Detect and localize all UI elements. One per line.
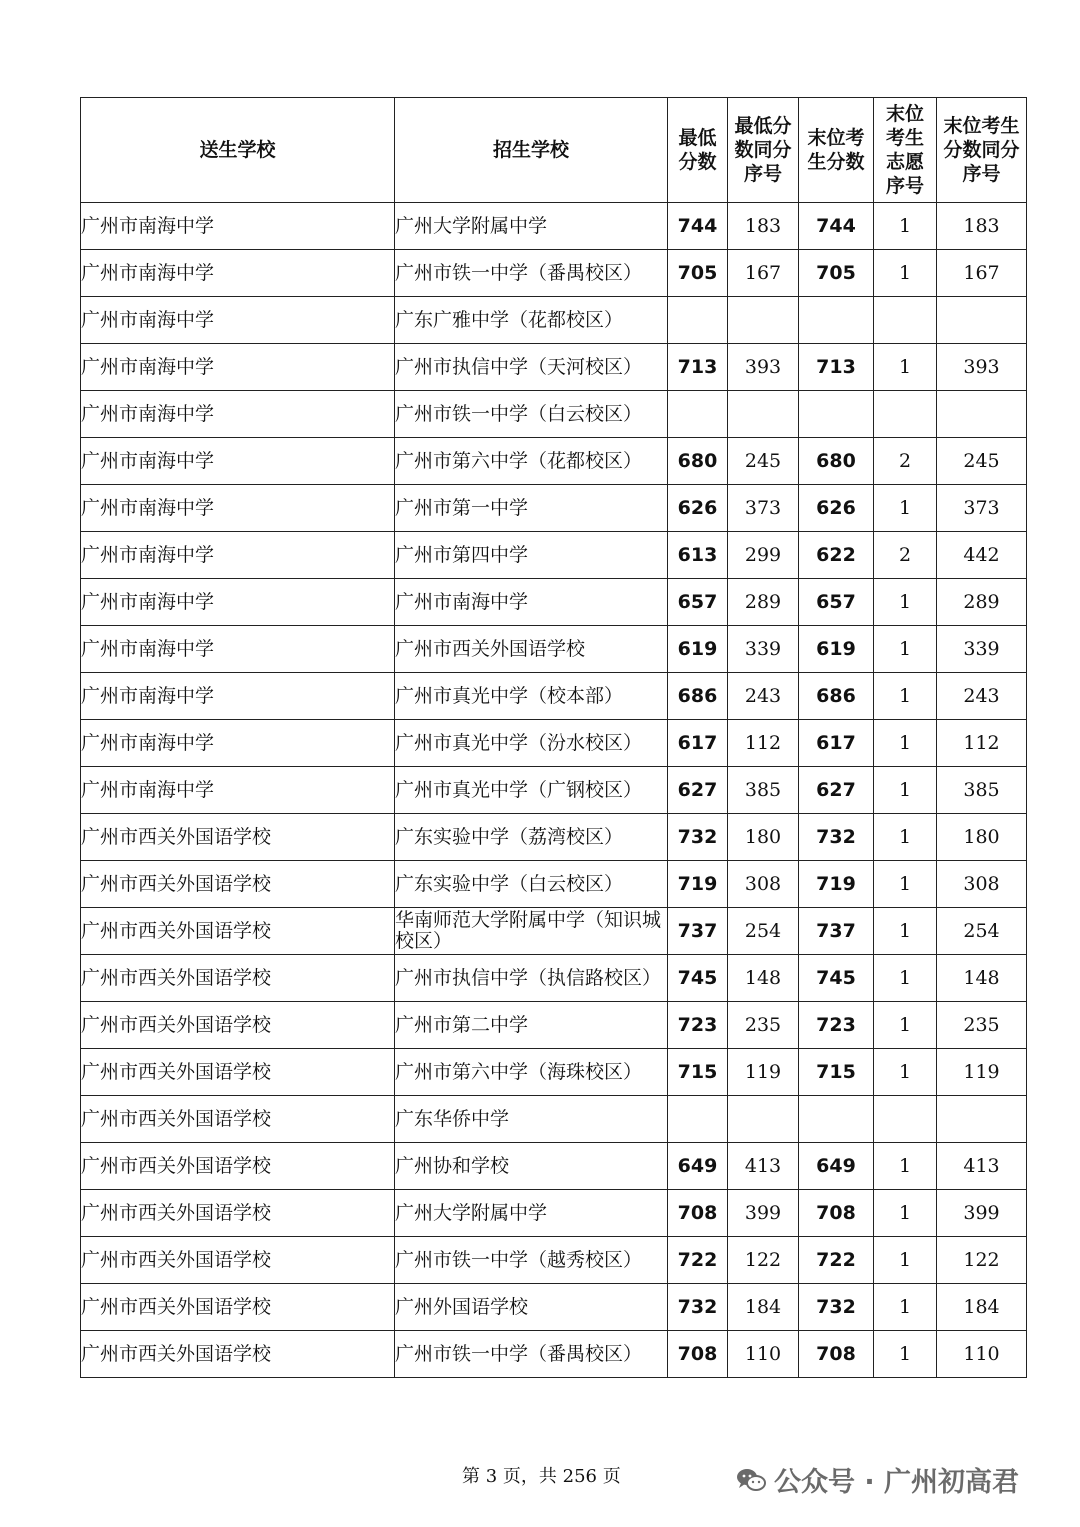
cell-last-rank [937, 391, 1027, 438]
table-row [81, 297, 1027, 344]
cell-min-score: 619 [668, 626, 728, 673]
cell-min-score: 744 [668, 203, 728, 250]
cell-min-rank: 112 [728, 720, 799, 767]
cell-last-rank: 184 [937, 1284, 1027, 1331]
cell-last-score: 713 [799, 344, 874, 391]
cell-last-score: 737 [799, 908, 874, 955]
table-row [81, 814, 1027, 861]
cell-last-score: 657 [799, 579, 874, 626]
cell-min-rank: 180 [728, 814, 799, 861]
cell-last-pref: 1 [874, 1143, 937, 1190]
header-min-rank: 最低分 数同分 序号 [728, 98, 799, 203]
cell-last-pref: 1 [874, 861, 937, 908]
cell-min-rank: 245 [728, 438, 799, 485]
cell-min-rank [728, 1096, 799, 1143]
cell-send-school: 广州市南海中学 [81, 485, 395, 532]
cell-last-pref: 1 [874, 344, 937, 391]
cell-last-rank: 308 [937, 861, 1027, 908]
cell-last-pref: 1 [874, 908, 937, 955]
cell-send-school: 广州市南海中学 [81, 438, 395, 485]
cell-last-rank: 339 [937, 626, 1027, 673]
header-min-score: 最低 分数 [668, 98, 728, 203]
cell-last-score: 680 [799, 438, 874, 485]
cell-recv-school: 广州市铁一中学（白云校区） [395, 391, 668, 438]
cell-last-rank: 289 [937, 579, 1027, 626]
cell-recv-school: 广州市铁一中学（番禺校区） [395, 250, 668, 297]
cell-last-score: 626 [799, 485, 874, 532]
cell-recv-school: 广州协和学校 [395, 1143, 668, 1190]
cell-recv-school: 广州大学附属中学 [395, 1190, 668, 1237]
cell-send-school: 广州市西关外国语学校 [81, 1143, 395, 1190]
cell-min-rank: 385 [728, 767, 799, 814]
cell-recv-school: 广州市执信中学（执信路校区） [395, 955, 668, 1002]
cell-recv-school: 广州市第六中学（花都校区） [395, 438, 668, 485]
cell-last-rank: 399 [937, 1190, 1027, 1237]
cell-min-rank: 254 [728, 908, 799, 955]
cell-last-pref: 1 [874, 955, 937, 1002]
cell-min-score: 649 [668, 1143, 728, 1190]
cell-min-score: 626 [668, 485, 728, 532]
cell-recv-school: 广州市第四中学 [395, 532, 668, 579]
table-row [81, 1002, 1027, 1049]
cell-last-rank: 393 [937, 344, 1027, 391]
cell-last-pref: 1 [874, 626, 937, 673]
cell-last-pref: 2 [874, 438, 937, 485]
cell-last-score: 744 [799, 203, 874, 250]
header-send-school: 送生学校 [81, 98, 395, 203]
table-row [81, 626, 1027, 673]
cell-min-rank: 148 [728, 955, 799, 1002]
cell-last-rank: 254 [937, 908, 1027, 955]
cell-min-score [668, 1096, 728, 1143]
cell-last-pref: 1 [874, 1331, 937, 1378]
cell-recv-school: 华南师范大学附属中学（知识城校区） [395, 908, 668, 955]
cell-min-rank: 289 [728, 579, 799, 626]
cell-last-score: 705 [799, 250, 874, 297]
cell-last-rank: 119 [937, 1049, 1027, 1096]
cell-recv-school: 广州市第六中学（海珠校区） [395, 1049, 668, 1096]
cell-last-pref [874, 297, 937, 344]
cell-min-score: 719 [668, 861, 728, 908]
table-row [81, 203, 1027, 250]
table-row [81, 908, 1027, 955]
cell-last-pref: 1 [874, 1284, 937, 1331]
cell-min-score: 627 [668, 767, 728, 814]
cell-send-school: 广州市南海中学 [81, 344, 395, 391]
page-number: 第 3 页，共 256 页 [462, 1466, 621, 1487]
cell-min-rank [728, 391, 799, 438]
cell-min-score: 732 [668, 814, 728, 861]
cell-last-score: 719 [799, 861, 874, 908]
cell-min-rank: 122 [728, 1237, 799, 1284]
cell-last-rank: 148 [937, 955, 1027, 1002]
cell-min-score: 613 [668, 532, 728, 579]
cell-last-rank: 385 [937, 767, 1027, 814]
cell-send-school: 广州市南海中学 [81, 203, 395, 250]
cell-send-school: 广州市南海中学 [81, 673, 395, 720]
table-row [81, 1096, 1027, 1143]
cell-min-score: 745 [668, 955, 728, 1002]
cell-last-score: 686 [799, 673, 874, 720]
cell-min-score [668, 297, 728, 344]
cell-min-score: 737 [668, 908, 728, 955]
cell-send-school: 广州市西关外国语学校 [81, 1190, 395, 1237]
cell-min-rank: 167 [728, 250, 799, 297]
cell-recv-school: 广东华侨中学 [395, 1096, 668, 1143]
cell-recv-school: 广州大学附属中学 [395, 203, 668, 250]
table-row [81, 485, 1027, 532]
cell-min-score: 715 [668, 1049, 728, 1096]
cell-min-score: 708 [668, 1331, 728, 1378]
cell-recv-school: 广州市南海中学 [395, 579, 668, 626]
cell-last-pref: 1 [874, 203, 937, 250]
cell-send-school: 广州市南海中学 [81, 767, 395, 814]
cell-min-score: 657 [668, 579, 728, 626]
header-last-pref: 末位 考生 志愿 序号 [874, 98, 937, 203]
cell-send-school: 广州市南海中学 [81, 250, 395, 297]
cell-last-rank: 183 [937, 203, 1027, 250]
cell-last-pref: 1 [874, 579, 937, 626]
table-row [81, 861, 1027, 908]
cell-last-rank: 243 [937, 673, 1027, 720]
cell-min-rank: 243 [728, 673, 799, 720]
table-row [81, 344, 1027, 391]
cell-send-school: 广州市南海中学 [81, 297, 395, 344]
cell-last-score: 622 [799, 532, 874, 579]
cell-send-school: 广州市西关外国语学校 [81, 814, 395, 861]
cell-recv-school: 广州市西关外国语学校 [395, 626, 668, 673]
cell-recv-school: 广东实验中学（荔湾校区） [395, 814, 668, 861]
cell-last-score: 619 [799, 626, 874, 673]
cell-min-score: 722 [668, 1237, 728, 1284]
cell-last-rank: 245 [937, 438, 1027, 485]
table-row [81, 532, 1027, 579]
cell-min-score: 680 [668, 438, 728, 485]
cell-last-pref: 1 [874, 250, 937, 297]
cell-send-school: 广州市西关外国语学校 [81, 861, 395, 908]
cell-last-rank: 413 [937, 1143, 1027, 1190]
cell-last-score: 745 [799, 955, 874, 1002]
cell-send-school: 广州市西关外国语学校 [81, 1284, 395, 1331]
cell-recv-school: 广州市真光中学（校本部） [395, 673, 668, 720]
cell-send-school: 广州市西关外国语学校 [81, 955, 395, 1002]
table-row [81, 1190, 1027, 1237]
cell-send-school: 广州市西关外国语学校 [81, 1237, 395, 1284]
cell-min-score: 686 [668, 673, 728, 720]
cell-last-score [799, 297, 874, 344]
page-footer [0, 1460, 1080, 1498]
cell-recv-school: 广州市第一中学 [395, 485, 668, 532]
cell-min-rank: 184 [728, 1284, 799, 1331]
header-last-rank: 末位考生 分数同分 序号 [937, 98, 1027, 203]
header-recv-school: 招生学校 [395, 98, 668, 203]
cell-min-rank: 339 [728, 626, 799, 673]
cell-min-rank: 413 [728, 1143, 799, 1190]
cell-recv-school: 广州市真光中学（广钢校区） [395, 767, 668, 814]
cell-send-school: 广州市南海中学 [81, 579, 395, 626]
cell-recv-school: 广州市铁一中学（番禺校区） [395, 1331, 668, 1378]
cell-recv-school: 广州市真光中学（汾水校区） [395, 720, 668, 767]
table-row [81, 391, 1027, 438]
cell-min-rank: 373 [728, 485, 799, 532]
cell-last-rank: 235 [937, 1002, 1027, 1049]
cell-min-score: 732 [668, 1284, 728, 1331]
table-row [81, 579, 1027, 626]
cell-send-school: 广州市西关外国语学校 [81, 908, 395, 955]
table-row [81, 438, 1027, 485]
cell-send-school: 广州市南海中学 [81, 391, 395, 438]
cell-last-rank: 373 [937, 485, 1027, 532]
table-row [81, 1049, 1027, 1096]
cell-send-school: 广州市西关外国语学校 [81, 1049, 395, 1096]
cell-last-pref: 1 [874, 814, 937, 861]
cell-last-rank: 167 [937, 250, 1027, 297]
cell-last-score [799, 391, 874, 438]
admission-score-table [80, 97, 1027, 1378]
watermark [736, 1460, 1019, 1499]
cell-last-rank: 442 [937, 532, 1027, 579]
cell-last-rank: 112 [937, 720, 1027, 767]
cell-last-pref [874, 1096, 937, 1143]
cell-last-rank [937, 1096, 1027, 1143]
table-row [81, 673, 1027, 720]
table-row [81, 767, 1027, 814]
cell-min-rank: 235 [728, 1002, 799, 1049]
table-row [81, 1237, 1027, 1284]
cell-send-school: 广州市南海中学 [81, 532, 395, 579]
wechat-icon [736, 1467, 766, 1493]
cell-last-pref: 1 [874, 720, 937, 767]
cell-last-pref [874, 391, 937, 438]
cell-last-score: 617 [799, 720, 874, 767]
cell-last-pref: 1 [874, 1237, 937, 1284]
cell-send-school: 广州市西关外国语学校 [81, 1096, 395, 1143]
cell-send-school: 广州市南海中学 [81, 626, 395, 673]
cell-send-school: 广州市西关外国语学校 [81, 1331, 395, 1378]
table-row [81, 1143, 1027, 1190]
cell-min-score: 617 [668, 720, 728, 767]
cell-send-school: 广州市南海中学 [81, 720, 395, 767]
cell-min-score [668, 391, 728, 438]
cell-send-school: 广州市西关外国语学校 [81, 1002, 395, 1049]
cell-recv-school: 广州外国语学校 [395, 1284, 668, 1331]
watermark-text: 公众号 · 广州初高君 [774, 1467, 1020, 1498]
cell-last-score: 649 [799, 1143, 874, 1190]
cell-min-rank: 308 [728, 861, 799, 908]
cell-last-pref: 1 [874, 1190, 937, 1237]
cell-last-pref: 1 [874, 485, 937, 532]
cell-min-rank [728, 297, 799, 344]
cell-last-pref: 1 [874, 1049, 937, 1096]
table-header-row [81, 98, 1027, 203]
cell-last-rank [937, 297, 1027, 344]
cell-last-score: 708 [799, 1331, 874, 1378]
cell-min-rank: 393 [728, 344, 799, 391]
table-row [81, 720, 1027, 767]
cell-min-rank: 299 [728, 532, 799, 579]
cell-recv-school: 广州市第二中学 [395, 1002, 668, 1049]
cell-recv-school: 广东广雅中学（花都校区） [395, 297, 668, 344]
table-body [81, 203, 1027, 1378]
header-last-score: 末位考 生分数 [799, 98, 874, 203]
cell-last-score: 627 [799, 767, 874, 814]
cell-last-score: 723 [799, 1002, 874, 1049]
cell-recv-school: 广州市执信中学（天河校区） [395, 344, 668, 391]
cell-last-rank: 110 [937, 1331, 1027, 1378]
cell-min-rank: 183 [728, 203, 799, 250]
cell-last-rank: 180 [937, 814, 1027, 861]
cell-last-score: 715 [799, 1049, 874, 1096]
cell-last-pref: 1 [874, 1002, 937, 1049]
cell-recv-school: 广东实验中学（白云校区） [395, 861, 668, 908]
table-row [81, 250, 1027, 297]
cell-min-score: 713 [668, 344, 728, 391]
cell-min-score: 723 [668, 1002, 728, 1049]
cell-last-score: 708 [799, 1190, 874, 1237]
cell-last-pref: 1 [874, 767, 937, 814]
cell-min-rank: 119 [728, 1049, 799, 1096]
cell-last-pref: 1 [874, 673, 937, 720]
table-row [81, 1331, 1027, 1378]
table-row [81, 955, 1027, 1002]
cell-last-score: 722 [799, 1237, 874, 1284]
cell-recv-school: 广州市铁一中学（越秀校区） [395, 1237, 668, 1284]
cell-min-score: 705 [668, 250, 728, 297]
cell-last-score: 732 [799, 814, 874, 861]
table-row [81, 1284, 1027, 1331]
cell-last-pref: 2 [874, 532, 937, 579]
cell-last-score [799, 1096, 874, 1143]
cell-last-rank: 122 [937, 1237, 1027, 1284]
cell-min-rank: 110 [728, 1331, 799, 1378]
cell-last-score: 732 [799, 1284, 874, 1331]
cell-min-rank: 399 [728, 1190, 799, 1237]
cell-min-score: 708 [668, 1190, 728, 1237]
